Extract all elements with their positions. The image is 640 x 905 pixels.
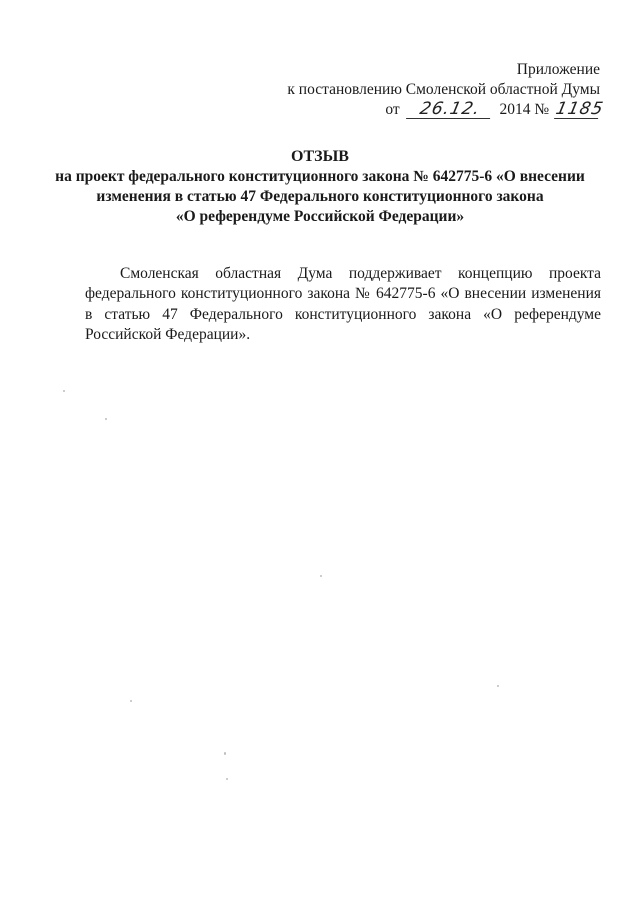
body-paragraph: Смоленская областная Дума поддерживает концепцию проекта федерального конституционного закона № 642775-6 «О внесении изменения в статью 47 Федерального конституционного закона «О референдуме Российской Федерации». <box>85 264 601 343</box>
scan-speck <box>226 778 228 780</box>
scan-speck <box>224 752 226 755</box>
scan-speck <box>63 390 65 392</box>
appendix-header <box>240 60 606 120</box>
document-title: ОТЗЫВ <box>291 148 349 165</box>
scan-speck <box>497 685 499 687</box>
handwritten-number: 1185 <box>553 99 606 119</box>
date-prefix: от <box>385 101 400 118</box>
scan-speck <box>320 575 322 577</box>
scan-speck <box>105 418 107 420</box>
document-subtitle-line-2: изменения в статью 47 Федерального конституционного закона <box>96 188 544 205</box>
document-subtitle-line-1: на проект федерального конституционного закона № 642775-6 «О внесении <box>55 168 585 185</box>
scan-speck <box>130 700 132 702</box>
document-heading <box>40 147 600 227</box>
document-subtitle-line-3: «О референдуме Российской Федерации» <box>175 208 465 225</box>
year-text: 2014 № <box>499 101 550 118</box>
appendix-resolution: к постановлению Смоленской областной Думы <box>287 81 600 98</box>
handwritten-date: 26.12. <box>406 100 494 119</box>
appendix-date-line <box>240 99 606 120</box>
appendix-label: Приложение <box>516 61 600 78</box>
